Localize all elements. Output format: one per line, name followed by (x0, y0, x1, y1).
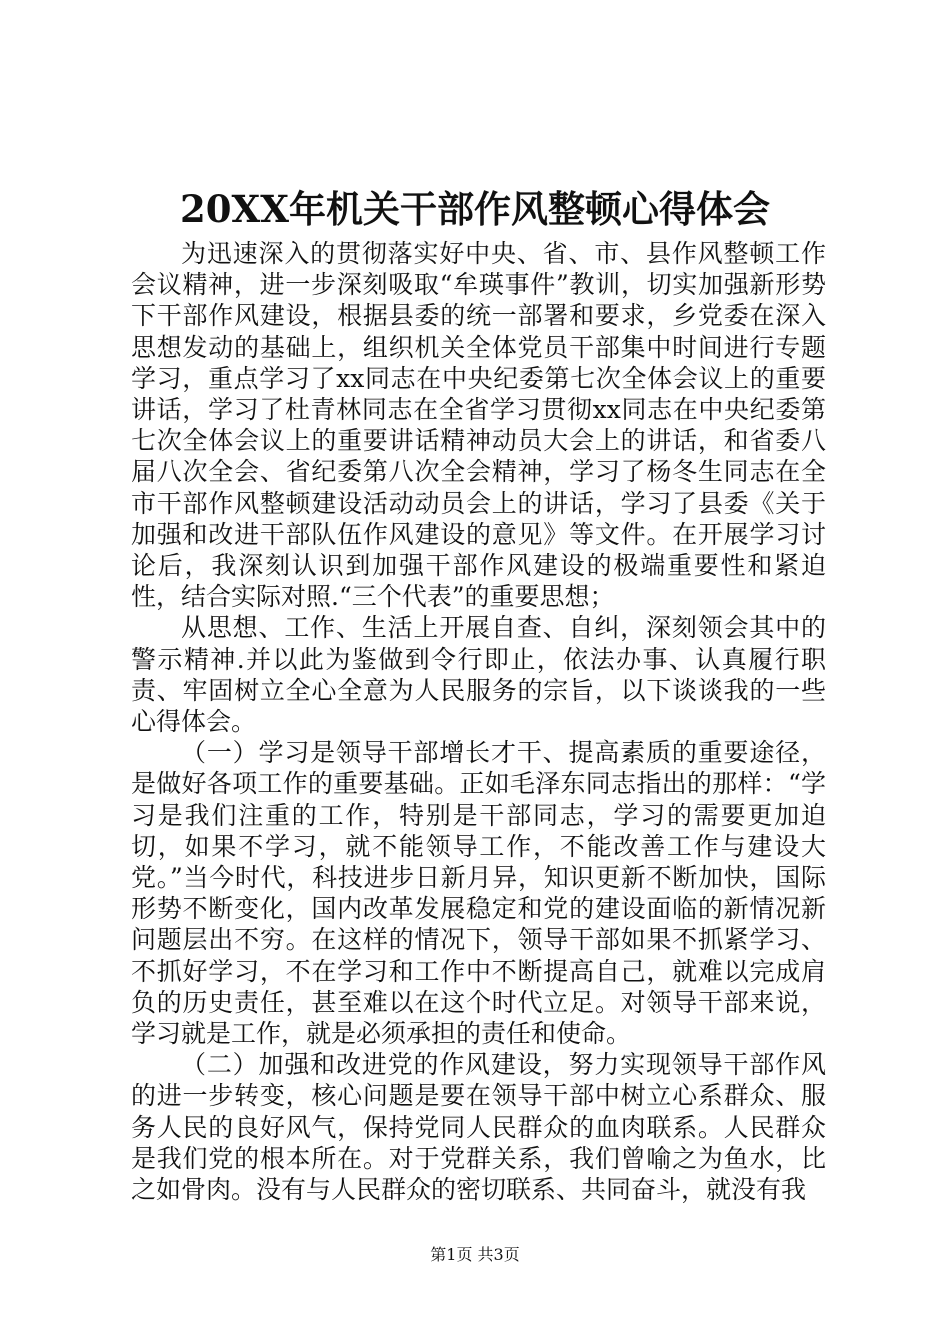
paragraph-2: 从思想、工作、生活上开展自查、自纠，深刻领会其中的警示精神.并以此为鉴做到令行即止，依法办事、认真履行职责、牢固树立全心全意为人民服务的宗旨，以下谈谈我的一些心得体会。 (131, 613, 826, 737)
document-body (131, 238, 826, 1205)
paragraph-1: 为迅速深入的贯彻落实好中央、省、市、县作风整顿工作会议精神，进一步深刻吸取“牟瑛事件”教训，切实加强新形势下干部作风建设，根据县委的统一部署和要求，乡党委在深入思想发动的基础上，组织机关全体党员干部集中时间进行专题学习，重点学习了xx同志在中央纪委第七次全体会议上的重要讲话，学习了杜青林同志在全省学习贯彻xx同志在中央纪委第七次全体会议上的重要讲话精神动员大会上的讲话，和省委八届八次全会、省纪委第八次全会精神，学习了杨冬生同志在全市干部作风整顿建设活动动员会上的讲话，学习了县委《关于加强和改进干部队伍作风建设的意见》等文件。在开展学习讨论后，我深刻认识到加强干部作风建设的极端重要性和紧迫性，结合实际对照.“三个代表”的重要思想； (131, 239, 826, 612)
page-number-footer: 第1页 共3页 (430, 1245, 520, 1264)
paragraph-3: （一）学习是领导干部增长才干、提高素质的重要途径，是做好各项工作的重要基础。正如毛泽东同志指出的那样：“学习是我们注重的工作，特别是干部同志，学习的需要更加迫切，如果不学习，就不能领导工作，不能改善工作与建设大党。”当今时代，科技进步日新月异，知识更新不断加快，国际形势不断变化，国内改革发展稳定和党的建设面临的新情况新问题层出不穷。在这样的情况下，领导干部如果不抓紧学习、不抓好学习，不在学习和工作中不断提高自己，就难以完成肩负的历史责任，甚至难以在这个时代立足。对领导干部来说，学习就是工作，就是必须承担的责任和使命。 (131, 738, 826, 1049)
paragraph-4: （二）加强和改进党的作风建设，努力实现领导干部作风的进一步转变，核心问题是要在领导干部中树立心系群众、服务人民的良好风气，保持党同人民群众的血肉联系。人民群众是我们党的根本所在。对于党群关系，我们曾喻之为鱼水，比之如骨肉。没有与人民群众的密切联系、共同奋斗，就没有我 (131, 1050, 826, 1205)
document-title: 20XX年机关干部作风整顿心得体会 (180, 187, 770, 231)
